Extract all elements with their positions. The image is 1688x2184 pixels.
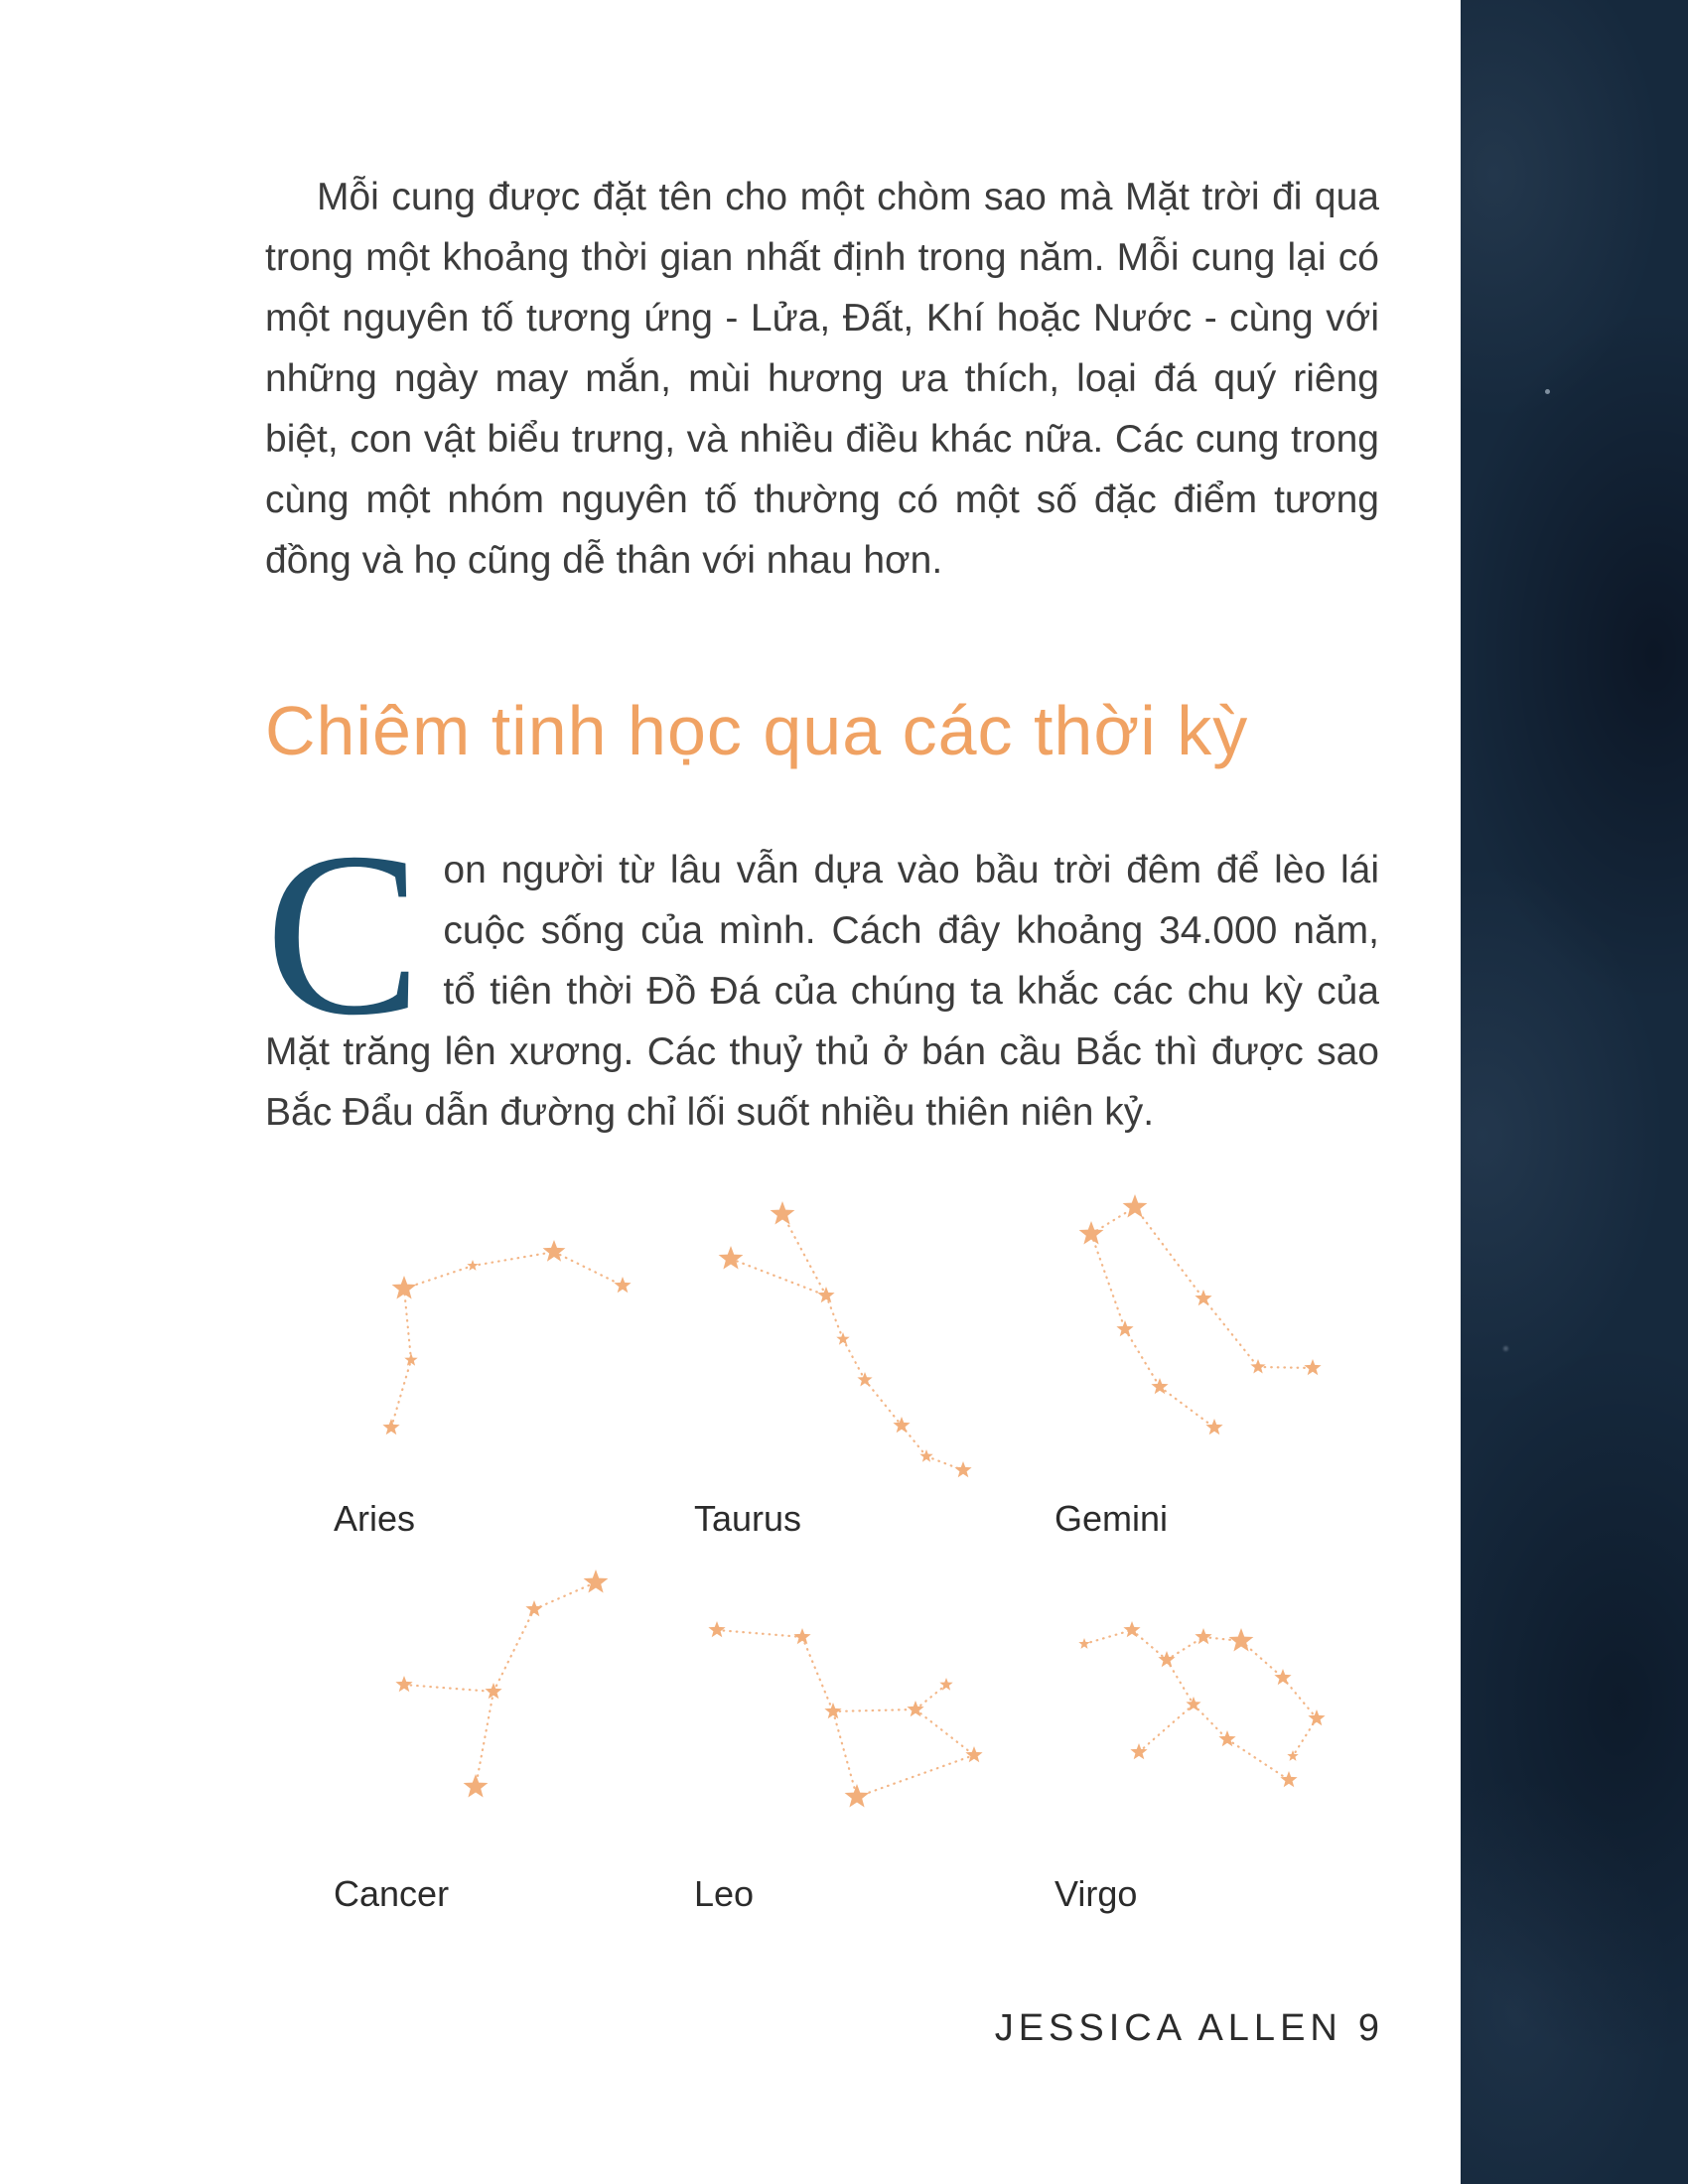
star-icon: [1130, 1743, 1147, 1759]
star-icon: [719, 1246, 744, 1270]
star-icon: [708, 1621, 725, 1637]
section-heading: Chiêm tinh học qua các thời kỳ: [265, 692, 1249, 769]
constellation-leo: [676, 1562, 1037, 1915]
author-name: JESSICA ALLEN: [994, 2007, 1342, 2049]
star-icon: [1205, 1419, 1222, 1434]
cancer-constellation-diagram: [316, 1562, 653, 1859]
page-number: 9: [1357, 2007, 1379, 2049]
star-icon: [836, 1332, 849, 1345]
constellation-line: [826, 1296, 843, 1339]
star-icon: [467, 1260, 478, 1271]
constellation-line: [473, 1252, 554, 1266]
constellation-line: [1125, 1329, 1160, 1387]
constellation-line: [404, 1685, 493, 1692]
constellation-label: Leo: [694, 1873, 755, 1914]
star-icon: [817, 1287, 834, 1302]
star-icon: [525, 1600, 542, 1616]
body-paragraph: [265, 805, 1379, 1143]
constellation-line: [731, 1259, 826, 1296]
body-paragraph-text: on người từ lâu vẫn dựa vào bầu trời đêm để lèo lái cuộc sống của mình. Cách đây khoảng 34.000 năm, tổ tiên thời Đồ Đá của chúng ta khắc các chu kỳ của Mặt trăng lên xương. Các thuỷ thủ ở bán cầu Bắc thì được sao Bắc Đẩu dẫn đường chỉ lối suốt nhiều thiên niên kỷ.: [265, 849, 1379, 1134]
star-icon: [1078, 1638, 1089, 1649]
constellation-line: [782, 1214, 826, 1296]
page-footer: [995, 2007, 1379, 2050]
constellation-line: [1132, 1630, 1167, 1660]
constellation-line: [857, 1755, 974, 1797]
virgo-constellation-diagram: [1037, 1562, 1374, 1859]
constellation-line: [1283, 1678, 1317, 1718]
night-sky-border: [1461, 0, 1688, 2184]
constellation-gemini: [1037, 1186, 1397, 1540]
star-icon: [1123, 1194, 1148, 1218]
constellation-label: Aries: [334, 1498, 416, 1539]
star-icon: [893, 1417, 910, 1433]
constellation-line: [1135, 1207, 1203, 1298]
star-icon: [1116, 1320, 1133, 1336]
star-icon: [614, 1277, 631, 1293]
constellation-line: [1241, 1641, 1283, 1678]
constellation-line: [1160, 1387, 1214, 1428]
star-icon: [485, 1683, 501, 1699]
constellation-label: Gemini: [1055, 1498, 1169, 1539]
star-icon: [845, 1784, 870, 1808]
constellation-line: [476, 1692, 493, 1787]
constellation-line: [534, 1582, 596, 1609]
star-icon: [543, 1240, 566, 1262]
star-icon: [464, 1774, 489, 1798]
star-icon: [965, 1746, 982, 1762]
star-icon: [382, 1419, 399, 1434]
star-icon: [1229, 1628, 1254, 1652]
constellation-label: Taurus: [694, 1498, 802, 1539]
constellation-line: [717, 1630, 802, 1637]
constellation-taurus: [676, 1186, 1037, 1540]
constellation-line: [1091, 1234, 1125, 1329]
constellation-virgo: [1037, 1562, 1397, 1915]
constellation-line: [915, 1709, 974, 1755]
constellation-line: [833, 1711, 857, 1797]
constellation-line: [1167, 1637, 1203, 1660]
taurus-constellation-diagram: [676, 1186, 1014, 1484]
star-icon: [1304, 1359, 1321, 1375]
constellation-line: [1227, 1739, 1289, 1780]
star-icon: [1158, 1651, 1175, 1667]
constellation-line: [1139, 1705, 1194, 1752]
constellation-label: Cancer: [334, 1873, 450, 1914]
constellation-line: [1203, 1298, 1258, 1367]
constellation-line: [1084, 1630, 1132, 1644]
star-icon: [1195, 1628, 1211, 1644]
constellation-line: [493, 1609, 534, 1692]
star-icon: [404, 1353, 417, 1366]
constellation-label: Virgo: [1055, 1873, 1138, 1914]
constellation-line: [1167, 1660, 1194, 1705]
constellation-line: [391, 1360, 411, 1428]
constellation-cancer: [316, 1562, 676, 1915]
constellation-line: [843, 1339, 865, 1380]
star-icon: [584, 1570, 609, 1593]
star-icon: [1079, 1221, 1104, 1245]
gemini-constellation-diagram: [1037, 1186, 1374, 1484]
star-icon: [1287, 1750, 1298, 1761]
constellation-line: [833, 1709, 915, 1711]
leo-constellation-diagram: [676, 1562, 1014, 1859]
star-icon: [771, 1201, 795, 1225]
constellation-line: [1258, 1367, 1313, 1368]
star-icon: [954, 1461, 971, 1477]
star-icon: [1280, 1771, 1297, 1787]
star-icon: [857, 1372, 872, 1387]
constellation-line: [802, 1637, 833, 1711]
constellation-line: [1194, 1705, 1227, 1739]
intro-paragraph: Mỗi cung được đặt tên cho một chòm sao mà Mặt trời đi qua trong một khoảng thời gian nhất định trong năm. Mỗi cung lại có một nguyên tố tương ứng - Lửa, Đất, Khí hoặc Nước - cùng với những ngày may mắn, mùi hương ưa thích, loại đá quý riêng biệt, con vật biểu trưng, và nhiều điều khác nữa. Các cung trong cùng một nhóm nguyên tố thường có một số đặc điểm tương đồng và họ cũng dễ thân với nhau hơn.: [265, 176, 1379, 582]
star-icon: [793, 1628, 810, 1644]
star-icon: [1308, 1709, 1325, 1725]
constellation-grid: [316, 1186, 1408, 1915]
constellation-line: [404, 1289, 411, 1360]
constellation-line: [554, 1252, 623, 1286]
drop-cap: C: [265, 805, 422, 1064]
constellation-aries: [316, 1186, 676, 1540]
aries-constellation-diagram: [316, 1186, 653, 1484]
constellation-line: [915, 1685, 946, 1709]
star-icon: [395, 1676, 412, 1692]
constellation-line: [865, 1380, 902, 1426]
star-icon: [824, 1703, 841, 1718]
